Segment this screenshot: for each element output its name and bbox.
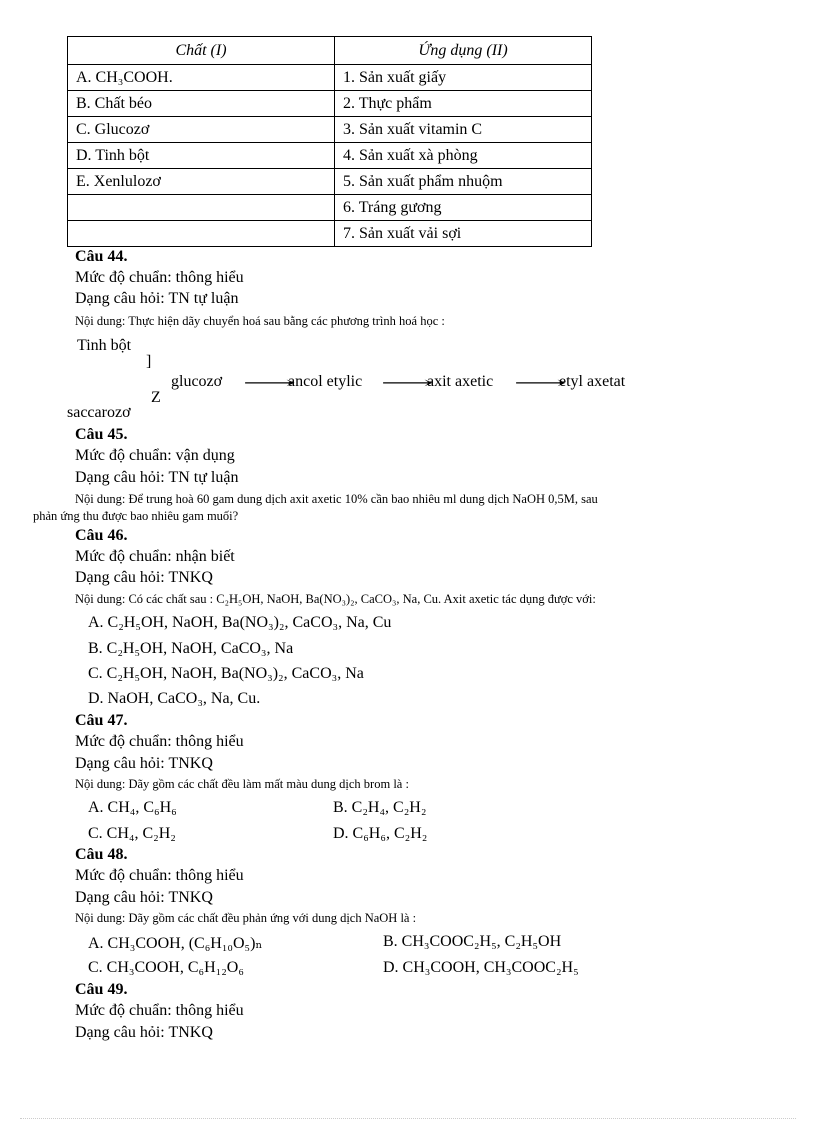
matching-table — [67, 36, 592, 247]
arrow-right-icon: ⟶ — [243, 375, 296, 392]
table-row — [68, 195, 592, 221]
table-row — [68, 117, 592, 143]
table-cell: 2. Thực phẩm — [335, 91, 592, 117]
table-cell: D. Tinh bột — [68, 143, 335, 169]
question-45-title: Câu 45. — [75, 426, 128, 443]
table-header-substance: Chất (I) — [68, 37, 335, 65]
question-49-type: Dạng câu hỏi: TNKQ — [75, 1024, 213, 1041]
question-47-option-a[interactable]: A. CH₄, C₆H₆ — [88, 799, 177, 816]
question-44-content: Nội dung: Thực hiện dãy chuyển hoá sau bằng các phương trình hoá học : — [75, 314, 445, 328]
table-header-row — [68, 37, 592, 65]
chain-arrow-1 — [243, 373, 296, 393]
chain-start-starch: Tinh bột — [77, 337, 132, 354]
question-48-type: Dạng câu hỏi: TNKQ — [75, 889, 213, 906]
question-48-level: Mức độ chuẩn: thông hiểu — [75, 867, 244, 884]
chain-z: Z — [151, 389, 161, 406]
table-cell — [68, 221, 335, 247]
question-46-option-d[interactable]: D. NaOH, CaCO₃, Na, Cu. — [88, 690, 261, 707]
arrow-right-icon: ⟶ — [514, 375, 567, 392]
question-45-level: Mức độ chuẩn: vận dụng — [75, 447, 235, 464]
question-46-option-b[interactable]: B. C₂H₅OH, NaOH, CaCO₃, Na — [88, 640, 294, 657]
question-44-type: Dạng câu hỏi: TN tự luận — [75, 290, 239, 307]
question-44-level: Mức độ chuẩn: thông hiểu — [75, 269, 244, 286]
table-row — [68, 91, 592, 117]
chain-glucose: glucozơ — [171, 373, 223, 390]
chain-bracket: ] — [146, 353, 152, 370]
table-cell: 1. Sản xuất giấy — [335, 65, 592, 91]
table-row — [68, 221, 592, 247]
question-48-option-c[interactable]: C. CH₃COOH, C₆H₁₂O₆ — [88, 959, 244, 976]
question-47-option-d[interactable]: D. C₆H₆, C₂H₂ — [333, 825, 428, 842]
table-cell: 7. Sản xuất vải sợi — [335, 221, 592, 247]
question-48-option-d[interactable]: D. CH₃COOH, CH₃COOC₂H₅ — [383, 959, 579, 976]
question-45-content-line1: Nội dung: Để trung hoà 60 gam dung dịch axit axetic 10% cần bao nhiêu ml dung dịch NaOH 0,5M, sau — [75, 492, 598, 506]
question-46-level: Mức độ chuẩn: nhận biết — [75, 548, 235, 565]
question-47-title: Câu 47. — [75, 712, 128, 729]
question-46-type: Dạng câu hỏi: TNKQ — [75, 569, 213, 586]
table-cell: E. Xenlulozơ — [68, 169, 335, 195]
table-row — [68, 169, 592, 195]
chain-ethyl-acetate: etyl axetat — [559, 373, 626, 390]
question-45-content-line2: phản ứng thu được bao nhiêu gam muối? — [33, 509, 239, 523]
table-cell: A. CH₃COOH. — [68, 65, 335, 91]
chain-arrow-2 — [381, 373, 434, 393]
arrow-right-icon: ⟶ — [381, 375, 434, 392]
table-cell: 5. Sản xuất phẩm nhuộm — [335, 169, 592, 195]
question-44-title: Câu 44. — [75, 248, 128, 265]
table-cell: C. Glucozơ — [68, 117, 335, 143]
table-row — [68, 143, 592, 169]
table-cell: 4. Sản xuất xà phòng — [335, 143, 592, 169]
question-47-option-c[interactable]: C. CH₄, C₂H₂ — [88, 825, 176, 842]
table-row — [68, 65, 592, 91]
chain-ethanol: ancol etylic — [288, 373, 363, 390]
table-header-application: Ứng dụng (II) — [335, 37, 592, 65]
question-46-content: Nội dung: Có các chất sau : C₂H₅OH, NaOH, Ba(NO₃)₂, CaCO₃, Na, Cu. Axit axetic tác dụng được với: — [75, 592, 596, 606]
question-49-level: Mức độ chuẩn: thông hiểu — [75, 1002, 244, 1019]
question-46-option-a[interactable]: A. C₂H₅OH, NaOH, Ba(NO₃)₂, CaCO₃, Na, Cu — [88, 614, 392, 631]
table-cell: 6. Tráng gương — [335, 195, 592, 221]
question-46-option-c[interactable]: C. C₂H₅OH, NaOH, Ba(NO₃)₂, CaCO₃, Na — [88, 665, 364, 682]
table-cell: B. Chất béo — [68, 91, 335, 117]
table-cell — [68, 195, 335, 221]
question-47-type: Dạng câu hỏi: TNKQ — [75, 755, 213, 772]
question-45-type: Dạng câu hỏi: TN tự luận — [75, 469, 239, 486]
chain-acetic-acid: axit axetic — [427, 373, 494, 390]
question-48-title: Câu 48. — [75, 846, 128, 863]
question-48-option-a[interactable]: A. CH₃COOH, (C₆H₁₀O₅)ₙ — [88, 935, 263, 952]
chain-arrow-3 — [514, 373, 567, 393]
question-47-level: Mức độ chuẩn: thông hiểu — [75, 733, 244, 750]
chain-start-saccharose: saccarozơ — [67, 404, 131, 421]
question-47-option-b[interactable]: B. C₂H₄, C₂H₂ — [333, 799, 427, 816]
question-47-content: Nội dung: Dãy gồm các chất đều làm mất màu dung dịch brom là : — [75, 777, 409, 791]
table-cell: 3. Sản xuất vitamin C — [335, 117, 592, 143]
question-48-option-b[interactable]: B. CH₃COOC₂H₅, C₂H₅OH — [383, 933, 562, 950]
question-48-content: Nội dung: Dãy gồm các chất đều phản ứng với dung dịch NaOH là : — [75, 911, 417, 925]
question-46-title: Câu 46. — [75, 527, 128, 544]
question-49-title: Câu 49. — [75, 981, 128, 998]
page-bottom-divider — [20, 1118, 796, 1119]
